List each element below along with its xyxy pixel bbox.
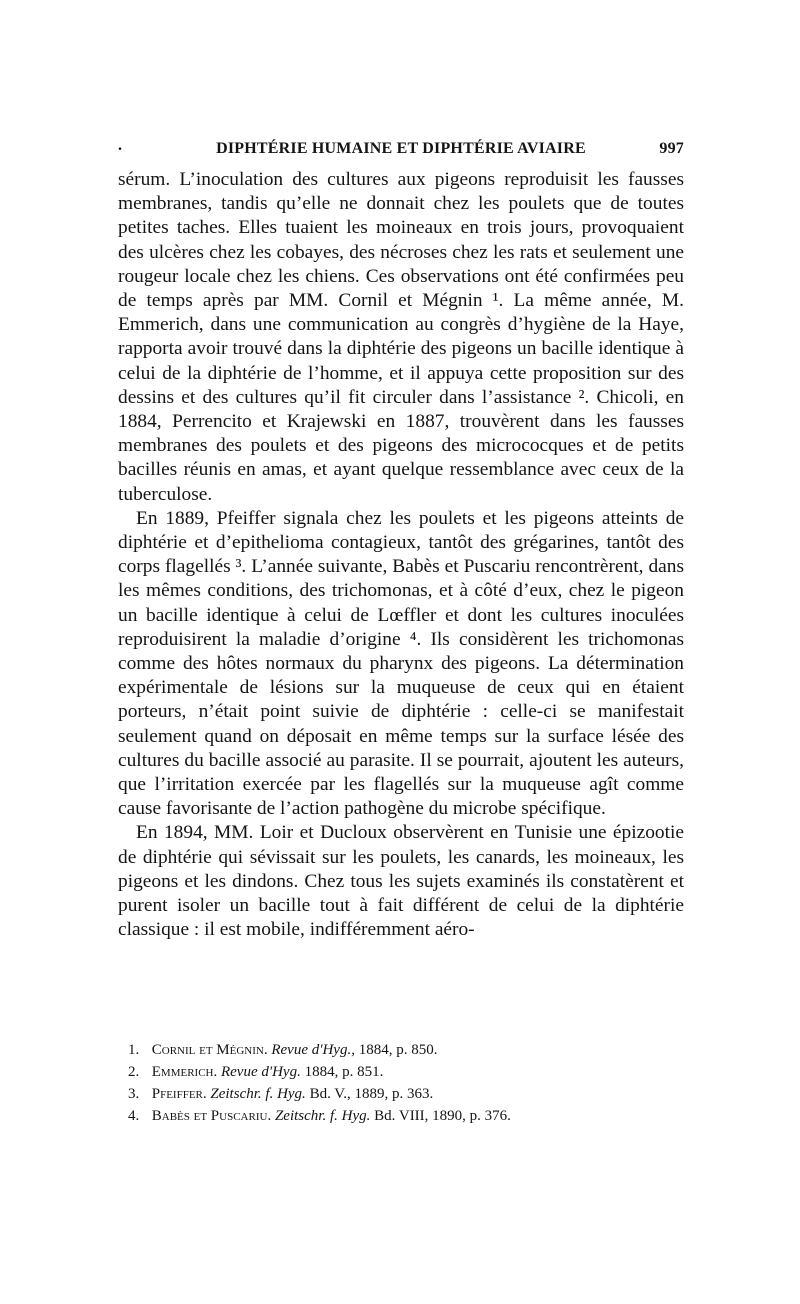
footnote-journal: Zeitschr. f. Hyg. — [274, 1108, 371, 1124]
running-title: DIPHTÉRIE HUMAINE ET DIPHTÉRIE AVIAIRE — [216, 140, 586, 157]
paragraph-1: sérum. L’inoculation des cultures aux pigeons reproduisit les fausses membranes, tandis qu’elle ne donnait chez les poulets que de toutes petites taches. Elles tuaient les moineaux en trois jours, provoquaient des ulcères chez les cobayes, des nécroses chez les rats et seulement une rougeur locale chez les chiens. Ces observations ont été confirmées peu de temps après par MM. Cornil et Mégnin ¹. La même année, M. Emmerich, dans une communication au congrès d’hygiène de la Haye, rapporta avoir trouvé dans la diphtérie des pigeons un bacille identique à celui de la diphtérie de l’homme, et il appuya cette proposition sur des dessins et des cultures qu’il fit circuler dans l’assistance ². Chicoli, en 1884, Perrencito et Krajewski en 1887, trouvèrent dans les fausses membranes des poulets et des pigeons des micrococques et de petits bacilles réunis en amas, et ayant quelque ressemblance avec ceux de la tuberculose. — [118, 169, 684, 505]
footnote-author: Emmerich. — [151, 1064, 218, 1080]
page-number: 997 — [659, 140, 684, 157]
footnote-author: Babès et Puscariu. — [151, 1108, 272, 1124]
paragraph-2: En 1889, Pfeiffer signala chez les poulets et les pigeons atteints de diphtérie et d’epithelioma contagieux, tantôt des grégarines, tantôt des corps flagellés ³. L’année suivante, Babès et Puscariu rencontrèrent, dans les mêmes conditions, des trichomonas, et à côté d’eux, chez le pigeon un bacille identique à celui de Lœffler et dont les cultures inoculées reproduisirent la maladie d’origine ⁴. Ils considèrent les trichomonas comme des hôtes normaux du pharynx des pigeons. La détermination expérimentale de lésions sur la muqueuse de ceux qui en étaient porteurs, n’était point suivie de diphtérie : celle-ci se manifestait seulement quand on déposait en même temps sur la surface lésée des cultures du bacille associé au parasite. Il se pourrait, ajoutent les auteurs, que l’irritation exercée par les flagellés sur la muqueuse agît comme cause favorisante de l’action pathogène du microbe spécifique. — [118, 507, 684, 820]
footnote-2: 2. Emmerich. Revue d'Hyg. 1884, p. 851. — [128, 1064, 384, 1080]
footnote-ref: 1884, p. 850. — [358, 1042, 438, 1058]
paragraph-3: En 1894, MM. Loir et Ducloux observèrent en Tunisie une épizootie de diphtérie qui sévissait sur les poulets, les canards, les moineaux, les pigeons et les dindons. Chez tous les sujets examinés ils constatèrent et purent isoler un bacille tout à fait différent de celui de la diphtérie classique : il est mobile, indifféremment aéro- — [118, 822, 684, 941]
footnote-ref: Bd. V., 1889, p. 363. — [309, 1086, 434, 1102]
footnote-author: Pfeiffer. — [151, 1086, 207, 1102]
footnotes — [118, 1039, 684, 1127]
footnote-4: 4. Babès et Puscariu. Zeitschr. f. Hyg. Bd. VIII, 1890, p. 376. — [128, 1108, 511, 1124]
header-dot: . — [118, 137, 123, 154]
footnote-author: Cornil et Mégnin. — [151, 1042, 268, 1058]
running-header — [118, 137, 684, 166]
footnote-3: 3. Pfeiffer. Zeitschr. f. Hyg. Bd. V., 1889, p. 363. — [128, 1086, 434, 1102]
footnote-1: 1. Cornil et Mégnin. Revue d'Hyg., 1884, p. 850. — [128, 1042, 438, 1058]
main-text — [118, 168, 684, 943]
footnote-journal: Revue d'Hyg. — [220, 1064, 301, 1080]
footnote-ref: Bd. VIII, 1890, p. 376. — [374, 1108, 511, 1124]
footnote-journal: Revue d'Hyg., — [271, 1042, 355, 1058]
footnote-ref: 1884, p. 851. — [304, 1064, 384, 1080]
footnote-journal: Zeitschr. f. Hyg. — [210, 1086, 306, 1102]
